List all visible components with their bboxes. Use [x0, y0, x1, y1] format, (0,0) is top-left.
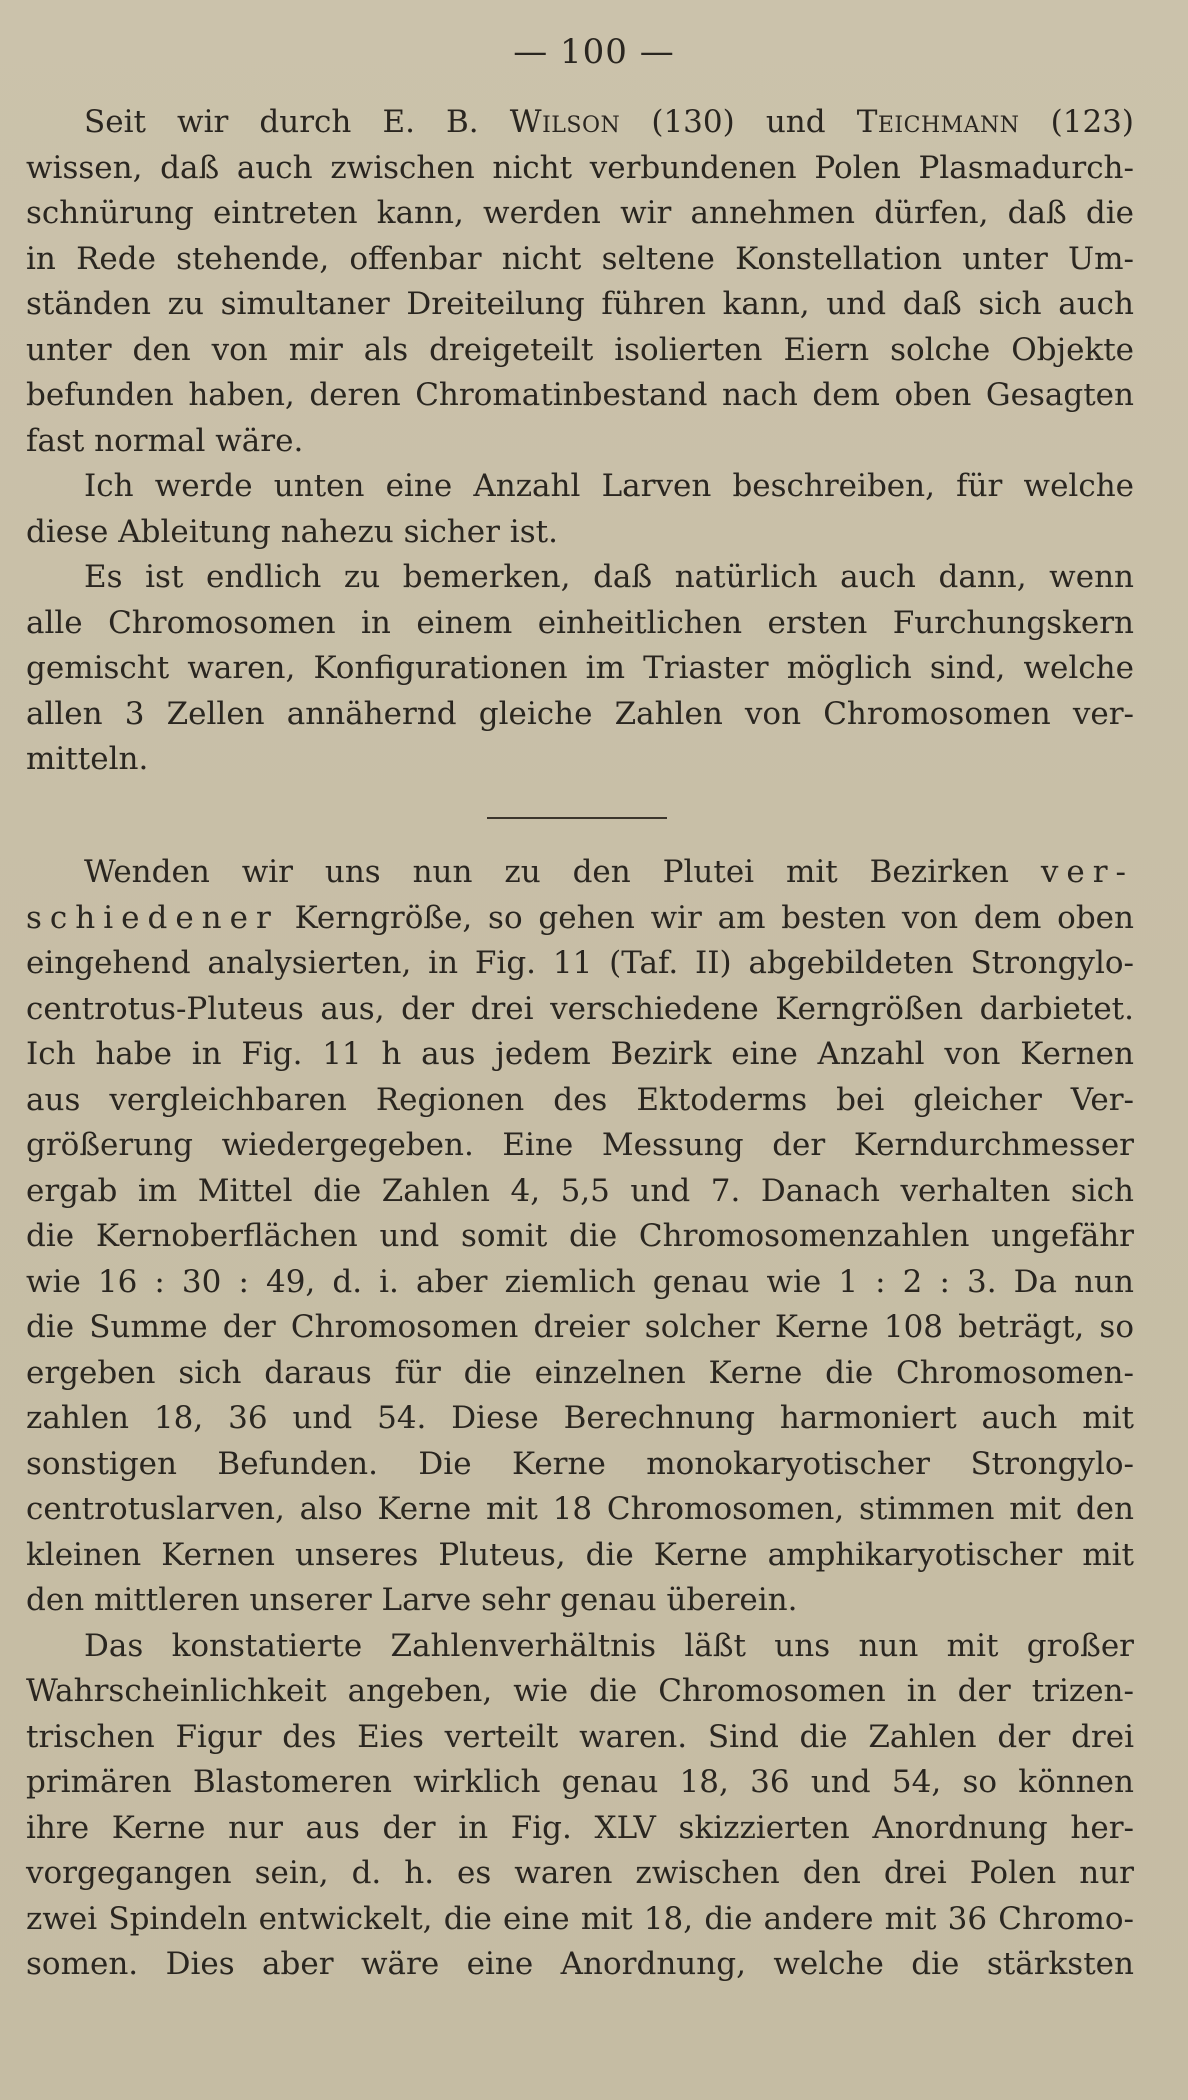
text-line: wie 16 : 30 : 49, d. i. aber ziemlich genau wie 1 : 2 : 3. Da nun [26, 1263, 1134, 1300]
author-name-wilson: Wilson [509, 104, 621, 140]
text-line: Das konstatierte Zahlenverhältnis läßt uns nun mit großer [84, 1627, 1134, 1664]
text-line: schiedener Kerngröße, so gehen wir am besten von dem oben [26, 899, 1134, 936]
text-line: Es ist endlich zu bemerken, daß natürlich auch dann, wenn [84, 559, 1134, 595]
text-line: gemischt waren, Konfigurationen im Triaster möglich sind, welche [26, 650, 1134, 686]
text-line: centrotus-Pluteus aus, der drei verschiedene Kerngrößen darbietet. [26, 990, 1134, 1027]
text-line: centrotuslarven, also Kerne mit 18 Chromosomen, stimmen mit den [26, 1491, 1134, 1527]
text-line: ihre Kerne nur aus der in Fig. XLV skizzierten Anordnung her- [26, 1809, 1134, 1846]
text-line: fast normal wäre. [26, 422, 304, 459]
author-name-teichmann: Teichmann [856, 104, 1020, 140]
text-line: Ich werde unten eine Anzahl Larven beschreiben, für welche [84, 468, 1134, 504]
text-line: unter den von mir als dreigeteilt isolierten Eiern solche Objekte [26, 331, 1134, 368]
text-line: Wahrscheinlichkeit angeben, wie die Chromosomen in der trizen- [26, 1673, 1134, 1709]
text-line: diese Ableitung nahezu sicher ist. [26, 513, 558, 550]
text-line: trischen Figur des Eies verteilt waren. Sind die Zahlen der drei [26, 1718, 1134, 1755]
text-line: in Rede stehende, offenbar nicht seltene Konstellation unter Um- [26, 240, 1134, 277]
text-line: mitteln. [26, 741, 149, 777]
section-divider [487, 817, 667, 819]
text-line: Wenden wir uns nun zu den Plutei mit Bezirken ver- [84, 854, 1134, 890]
text-line: Seit wir durch E. B. Wilson (130) und Teichmann (123) [84, 104, 1134, 140]
text-line: ergeben sich daraus für die einzelnen Kerne die Chromosomen- [26, 1354, 1134, 1391]
text-line: kleinen Kernen unseres Pluteus, die Kerne amphikaryotischer mit [26, 1536, 1134, 1573]
text-line: den mittleren unserer Larve sehr genau überein. [26, 1582, 798, 1618]
paragraph-block-2 [26, 850, 1134, 1988]
text-line: somen. Dies aber wäre eine Anordnung, welche die stärksten [26, 1946, 1134, 1982]
text-line: befunden haben, deren Chromatinbestand nach dem oben Gesagten [26, 377, 1134, 413]
text-line: die Kernoberflächen und somit die Chromosomenzahlen ungefähr [26, 1218, 1134, 1254]
text-line: vorgegangen sein, d. h. es waren zwischen den drei Polen nur [26, 1855, 1134, 1891]
text-line: ständen zu simultaner Dreiteilung führen kann, und daß sich auch [26, 286, 1134, 322]
text-line: wissen, daß auch zwischen nicht verbundenen Polen Plasmadurch- [26, 149, 1134, 186]
text-line: größerung wiedergegeben. Eine Messung der Kerndurchmesser [26, 1127, 1134, 1163]
text-line: zahlen 18, 36 und 54. Diese Berechnung harmoniert auch mit [26, 1400, 1134, 1436]
paragraph-block-1 [26, 100, 1134, 783]
text-line: schnürung eintreten kann, werden wir annehmen dürfen, daß die [26, 195, 1134, 231]
text-line: alle Chromosomen in einem einheitlichen ersten Furchungskern [26, 604, 1134, 641]
text-line: eingehend analysierten, in Fig. 11 (Taf. II) abgebildeten Strongylo- [26, 945, 1134, 981]
emphasized-text: schiedener [26, 899, 279, 936]
text-line: die Summe der Chromosomen dreier solcher Kerne 108 beträgt, so [26, 1309, 1134, 1345]
text-line: allen 3 Zellen annähernd gleiche Zahlen von Chromosomen ver- [26, 695, 1134, 732]
text-line: zwei Spindeln entwickelt, die eine mit 18, die andere mit 36 Chromo- [26, 1900, 1134, 1937]
text-line: ergab im Mittel die Zahlen 4, 5,5 und 7. Danach verhalten sich [26, 1172, 1134, 1209]
text-line: primären Blastomeren wirklich genau 18, 36 und 54, so können [26, 1764, 1134, 1800]
text-line: aus vergleichbaren Regionen des Ektoderms bei gleicher Ver- [26, 1081, 1134, 1118]
page-number: — 100 — [513, 32, 675, 72]
emphasized-text: ver- [1040, 854, 1134, 890]
text-line: sonstigen Befunden. Die Kerne monokaryotischer Strongylo- [26, 1445, 1134, 1482]
text-line: Ich habe in Fig. 11 h aus jedem Bezirk eine Anzahl von Kernen [26, 1036, 1134, 1072]
